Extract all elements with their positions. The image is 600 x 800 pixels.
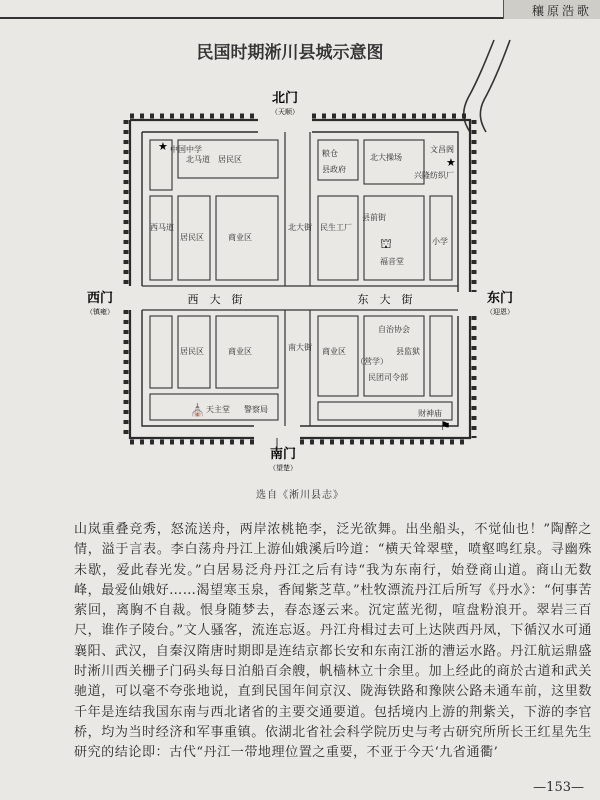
tower-icon: ⚑ bbox=[440, 419, 451, 433]
label-shangye3: 商业区 bbox=[322, 347, 346, 356]
label-mintuan: 民团司令部 bbox=[368, 373, 408, 382]
star-icon: ★ bbox=[158, 140, 168, 153]
label-shangye2: 商业区 bbox=[228, 347, 252, 356]
label-xima: 西马道 bbox=[150, 223, 174, 232]
label-jingchaju: 警察局 bbox=[244, 405, 268, 414]
label-qiaoshi: 福音堂 bbox=[380, 257, 404, 266]
west-gate-label: 西门 bbox=[86, 291, 114, 306]
west-gate-sub: （镇雍） bbox=[86, 308, 114, 316]
map-title: 民国时期淅川县城示意图 bbox=[196, 43, 384, 63]
body-paragraph: 山岚重叠竞秀，怒流送舟，两岸浓桃艳李，泛光欲舞。出坐船头，不觉仙也！”陶醉之情，溢于言表。李白荡舟丹江上游仙娥溪后吟道：“横天耸翠壁，喷壑鸣红泉。寻幽殊未歇，爱此春光发。”白居易泛舟丹江之后有诗“我为东南行，始登商山道。商山无数峰，最爱仙娥好……渴望寒玉泉，香闻紫芝草。”杜牧漂流丹江后所写《丹水》：“何事苦萦回，离胸不自裁。恨身随梦去，春态逐云来。沉定蓝光彻，喧盘粉浪开。翠岩三百尺，谁作子陵台。”文人骚客，流连忘返。丹江舟楫过去可上达陕西丹凤，下循汉水可通襄阳、武汉，自秦汉隋唐时期即是连结京都长安和东南江浙的漕运水路。丹江航运鼎盛时淅川西关栅子门码头每日泊船百余艘，帆樯林立十余里。加上经此的商於古道和武关驰道，可以毫不夸张地说，直到民国年间京汉、陇海铁路和豫陕公路未通车前，这里数千年是连结我国东南与西北诸省的主要交通要道。包括境内上游的荆紫关，下游的李官桥，均为当时经济和军事重镇。依湖北省社会科学院历史与考古研究所所长王红星先生研究的结论即：古代“丹江一带地理位置之重要，不亚于今天‘九省通衢’ bbox=[74, 522, 592, 761]
label-xianqian: 县前街 bbox=[362, 213, 386, 222]
label-street-south: 南大街 bbox=[288, 343, 312, 352]
body-text bbox=[74, 520, 592, 764]
pagoda-icon: ⛫ bbox=[380, 237, 392, 252]
north-gate-label: 北门 bbox=[271, 91, 299, 106]
label-minju2: 居民区 bbox=[180, 233, 204, 242]
header-title: 穰原浩歌 bbox=[531, 4, 592, 18]
star-icon: ★ bbox=[446, 156, 456, 169]
label-minsheng: 民生工厂 bbox=[320, 223, 352, 232]
label-xianlizhan: 县监狱 bbox=[396, 347, 420, 356]
label-wenchanggong: 文昌阁 bbox=[430, 145, 454, 154]
label-street-north: 北大街 bbox=[288, 223, 312, 232]
label-kuanjidao: 财神庙 bbox=[418, 409, 442, 418]
figure-caption: 选自《淅川县志》 bbox=[256, 490, 344, 501]
label-tianzhutang: 天主堂 bbox=[206, 405, 230, 414]
river bbox=[464, 40, 510, 132]
street-west-main: 西 大 街 bbox=[187, 293, 243, 306]
east-gate-sub: （迎恩） bbox=[486, 308, 514, 316]
street-east-main: 东 大 街 bbox=[357, 293, 413, 306]
county-town-map bbox=[0, 20, 600, 490]
label-school: 中国中学 bbox=[170, 145, 202, 154]
north-gate-sub: （天顺） bbox=[271, 108, 299, 116]
label-xianzhengfu: 县政府 bbox=[322, 165, 346, 174]
south-gate-label: 南门 bbox=[269, 447, 297, 462]
label-xiaoxue: 小学 bbox=[432, 237, 448, 246]
label-zizhi: 自治协会 bbox=[378, 325, 410, 334]
label-minju1: 居民区 bbox=[218, 155, 242, 164]
main-street bbox=[142, 132, 458, 426]
label-shangye1: 商业区 bbox=[228, 233, 252, 242]
label-yingxue: （营学） bbox=[356, 357, 388, 366]
page-number: —153— bbox=[533, 780, 584, 795]
label-minju3: 居民区 bbox=[180, 347, 204, 356]
label-beidajian: 北大操场 bbox=[370, 153, 402, 162]
label-xingrong: 兴隆纺织厂 bbox=[414, 171, 454, 180]
church-icon: ⛪ bbox=[190, 403, 205, 417]
label-sanyi: 粮仓 bbox=[322, 149, 338, 158]
label-beima: 北马道 bbox=[186, 155, 210, 164]
south-gate-sub: （望楚） bbox=[269, 464, 297, 472]
east-gate-label: 东门 bbox=[486, 291, 514, 306]
